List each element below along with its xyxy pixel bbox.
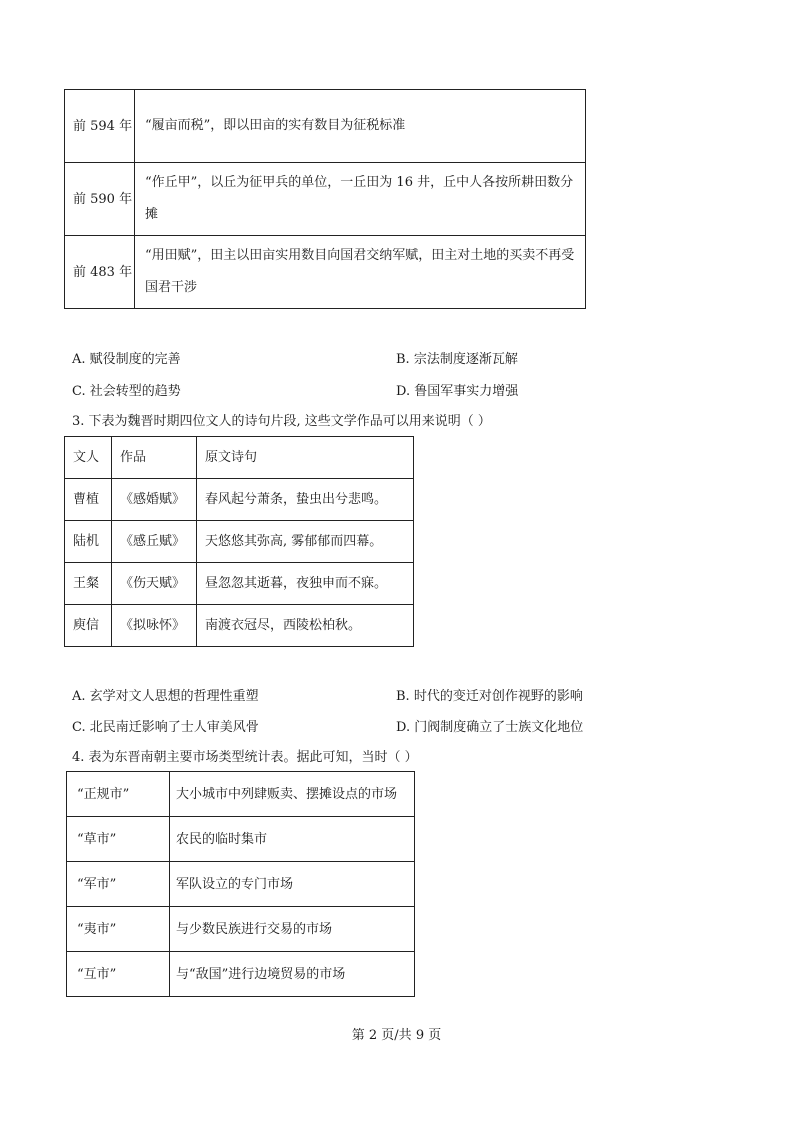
market-description-cell: 大小城市中列肆贩卖、摆摊设点的市场 [170,772,415,817]
market-type-cell: “军市” [67,862,170,907]
option-c[interactable]: C. 北民南迁影响了士人审美风骨 [72,720,259,735]
market-description-cell: 农民的临时集市 [170,817,415,862]
poetry-table [64,436,414,647]
option-d[interactable]: D. 鲁国军事实力增强 [396,384,519,399]
description-cell: “作丘甲”，以丘为征甲兵的单位，一丘田为 16 井，丘中人各按所耕田数分摊 [135,163,586,236]
table-row [65,236,586,309]
verse-cell: 南渡衣冠尽，西陵松柏秋。 [197,605,414,647]
work-cell: 《伤天赋》 [112,563,197,605]
table-row [67,907,415,952]
option-a[interactable]: A. 赋役制度的完善 [72,352,181,367]
description-cell: “履亩而税”，即以田亩的实有数目为征税标准 [135,90,586,163]
market-type-cell: “互市” [67,952,170,997]
option-b[interactable]: B. 宗法制度逐渐瓦解 [396,352,518,367]
work-cell: 《拟咏怀》 [112,605,197,647]
table-header-row [65,437,414,479]
column-header: 文人 [65,437,112,479]
description-cell: “用田赋”，田主以田亩实用数目向国君交纳军赋，田主对土地的买卖不再受国君干涉 [135,236,586,309]
market-type-cell: “草市” [67,817,170,862]
table-row [65,563,414,605]
market-type-cell: “正规市” [67,772,170,817]
year-cell: 前 594 年 [65,90,135,163]
author-cell: 庾信 [65,605,112,647]
year-cell: 前 590 年 [65,163,135,236]
verse-cell: 春风起兮萧条，蛰虫出兮悲鸣。 [197,479,414,521]
question-4-stem: 4. 表为东晋南朝主要市场类型统计表。据此可知，当时（ ） [72,750,418,765]
market-description-cell: 与“敌国”进行边境贸易的市场 [170,952,415,997]
table-row [65,605,414,647]
option-d[interactable]: D. 门阀制度确立了士族文化地位 [396,720,584,735]
market-types-table [66,771,415,997]
verse-cell: 天悠悠其弥高, 雾郁郁而四幕。 [197,521,414,563]
table-row [65,163,586,236]
author-cell: 曹植 [65,479,112,521]
table-row [67,862,415,907]
page-footer: 第 2 页/共 9 页 [351,1028,442,1043]
table-row [65,479,414,521]
option-a[interactable]: A. 玄学对文人思想的哲理性重塑 [72,689,259,704]
verse-cell: 昼忽忽其逝暮，夜独申而不寐。 [197,563,414,605]
table-row [65,521,414,563]
work-cell: 《感婚赋》 [112,479,197,521]
question-3-stem: 3. 下表为魏晋时期四位文人的诗句片段, 这些文学作品可以用来说明（ ） [72,414,491,429]
column-header: 原文诗句 [197,437,414,479]
market-description-cell: 军队设立的专门市场 [170,862,415,907]
table-row [67,952,415,997]
option-b[interactable]: B. 时代的变迁对创作视野的影响 [396,689,583,704]
author-cell: 陆机 [65,521,112,563]
market-type-cell: “夷市” [67,907,170,952]
table-row [67,772,415,817]
tax-reform-table [64,89,586,309]
table-row [65,90,586,163]
author-cell: 王粲 [65,563,112,605]
market-description-cell: 与少数民族进行交易的市场 [170,907,415,952]
work-cell: 《感丘赋》 [112,521,197,563]
table-row [67,817,415,862]
year-cell: 前 483 年 [65,236,135,309]
column-header: 作品 [112,437,197,479]
option-c[interactable]: C. 社会转型的趋势 [72,384,181,399]
